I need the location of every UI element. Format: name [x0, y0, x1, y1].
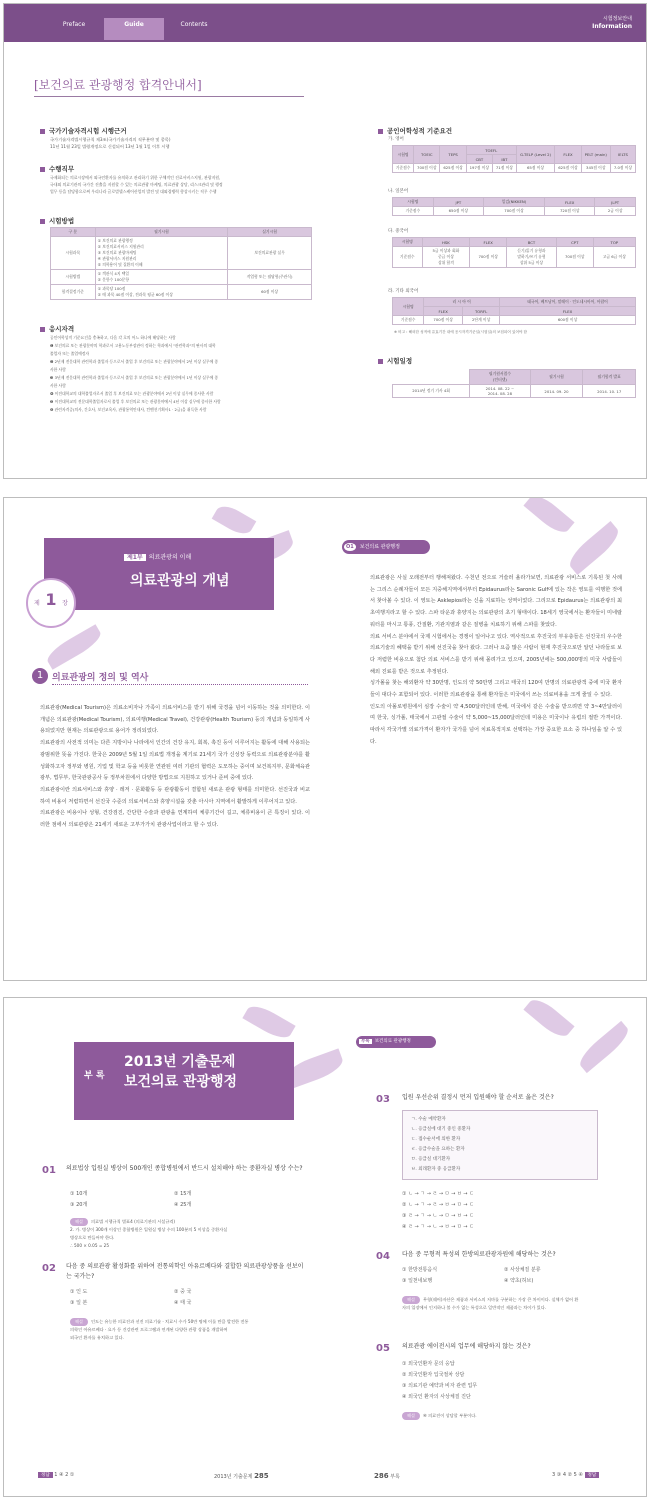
section-number: 1 [32, 668, 48, 684]
option[interactable]: ② 15개 [174, 1191, 192, 1197]
section-heading: 시험일정 [378, 356, 412, 365]
tab-preface[interactable]: Preface [62, 21, 86, 28]
leaf-decoration [565, 521, 624, 575]
section-underline [52, 684, 308, 685]
chinese-label: 다. 중국어 [388, 229, 409, 234]
chinese-score-table: 시험명 HSK FLEX BCT CPT TOP 기준점수 5급 이상과 회화 중급 이상 상위 합격 700점 이상 듣기/읽기 유형과 말하기/쓰기 유형 상위 5급 이상 700점 이상 고급 6급 이상 [392, 237, 636, 268]
leaf-decoration [242, 1001, 295, 1043]
choice-box: ㄱ. 수술 예약환자 ㄴ. 응급실에 대기 중인 중환자 ㄷ. 접수순서에 의한 환자 ㄹ. 응급수술을 요하는 환자 ㅁ. 응급실 대기환자 ㅂ. 외래환자 중 응급환자 [402, 1110, 598, 1180]
section-text: 국가기술자격법시행규칙 제3조(국가기술자격의 직무분야 및 종목) 11년 11월 23일 법령개정으로 신설되어 13년 1월 1일 이후 시행 [50, 137, 171, 149]
option[interactable]: ① ㄴ → ㄱ → ㄹ → ㅁ → ㅂ → ㄷ [402, 1191, 474, 1197]
section-title: 의료관광의 정의 및 역사 [52, 673, 149, 683]
question-number: 02 [42, 1263, 56, 1274]
section-text: 국제화되는 의료시장에서 외국인환자를 유치하고 관리하기 위한 구체적인 진료서비스지원, 관광지원, 국내외 의료기관의 국가간 진출을 지원할 수 있는 의료관광 마케팅, 의료관광 상담, 리스크관리 및 행정 업무 등을 담당함으로써 우리나라 글로벌헬스케어산업의 발전 및 대외경쟁력 향상시키는 직무 수행 [50, 175, 223, 194]
appendix-banner [74, 1042, 294, 1120]
option[interactable]: ④ 태 국 [174, 1300, 192, 1306]
chapter-page [3, 497, 647, 981]
footer-right: 286 부록 [374, 1472, 400, 1480]
body-text-right: 의료관광은 사실 오래전부터 행해져왔다. 수천년 전으로 거슬러 올라가보면, 의료관광 서비스로 기록된 첫 사례는 그리스 순례자들이 모든 지중해지역에서부터 Epidaurus라는 Saronic Gulf에 있는 작은 영토를 여행한 것에서 찾아볼 수 있다. 이 영토는 Asklepios라는 신을 지료하는 성역이었다. 그리므로 Epidaurus는 의료관광의 최초여행지라고 할 수 있다. 스파 타운과 휴양지는 의료관광의 초기 형태이다. 18세기 영국에서는 환자들이 미네랄워터를 마시고 통풍, 간질환, 기관지염과 같은 질병을 치료하기 위해 스파를 찾았다. 의료 서비스 분야에서 국제 시험에서는 경쟁이 일어나고 있다. 역사적으로 후진국의 부유층들은 선진국의 우수한 의료기술의 혜택을 받기 위해 선진국을 찾아 왔다. 그러나 요즘 많은 사람이 현재 후진국으로만 알던 나라들로 보다 저렴한 비용으로 첨단 의료 서비스를 받기 위해 몰려가고 있으며, 2005년에는 500,000명의 미국 사람들이 해외 진료를 받은 것으로 추정된다. 싱가폴을 찾는 해외환자 약 30만명, 인도의 약 50만명 그리고 태국의 120여 만명의 의료관광객 중에 미국 환자들이 대다수 포함되어 있다. 이러한 의료관광을 통해 환자들은 미국에서 쓰는 의료비용을 크게 줄일 수 있다. 인도의 아폴로병원에서 심장 수술이 약 4,500달러인데 반해, 미국에서 같은 수술을 받으려면 약 3~4만달러이며 한국, 싱가폴, 태국에서 고관절 수술이 약 5,000~15,000달러인데 미용은 미국이나 유럽의 절반 가격이다. 따라서 각국가별 의료가격이 환자가 국가를 넘어 치료목적지로 선택하는 가장 중요한 요소 중 하나임을 알 수 있다. [370, 575, 622, 745]
exam-method-table: 구 분 필기시험 실기시험 시험과목 ① 보건의료 관광행정 ② 보건의료서비스 지원관리 ③ 보건의료 관광마케팅 ④ 관광서비스 지원관리 ⑤ 의학용어 및 질환의 이해 보건의료관광 실무 시험방법 ① 객관식 4지 택일 ② 문항수 100문항 작업형 또는 필답형(주관식) 합격결정기준 ① 과목당 100점 ② 매 과목 40점 이상, 전과목 평균 60점 이상 60점 이상 [50, 227, 312, 300]
question-number: 01 [42, 1165, 56, 1176]
other-language-label: 라. 기타 외국어 [388, 289, 419, 294]
explanation: 해설 무형(쉐어)자산은 제품과 서비스의 저마를 구분하는 가장 큰 차이이다. 실체가 없어 환 자의 입장에서 인지하나 볼 수가 없는 특성으로 일반적인 제품과는 차이가 있다. [402, 1297, 579, 1310]
question-number: 05 [376, 1343, 390, 1354]
answer-key-left: 정답 1 ④ 2 ① [38, 1472, 74, 1478]
chapter-number-badge: 제 1 장 [26, 578, 76, 628]
option[interactable]: ④ 외국인 환자의 사상체질 진단 [402, 1394, 471, 1400]
body-text-left: 의료관광(Medical Tourism)은 의료소비자나 가족이 의료서비스를 받기 위해 국경을 넘어 이동하는 것을 의미한다. 이 개념은 의료관광(Medical Tourism), 의료여행(Medical Travel), 건강관광(Health Tourism) 등의 개념과 동일하게 사용되었지만 현재는 의료관광으로 용어가 정리되었다. 의료관광의 사전적 의미는 다른 지방이나 나라에서 인간의 건강 유지, 회복, 촉진 등이 이루어지는 활동에 대해 사용되는 광범위한 뜻을 가진다. 한국은 2009년 5월 1일 의료법 개정을 계기로 21세기 국가 신성장 동력으로 의료관광분야를 활성화하고자 정부와 병원, 기업 및 학교 등을 비롯한 연관된 여러 기관의 협력은 도모하는 중이며 보건복지부, 문화체육관광부, 법무부, 한국관광공사 등 정부차원에서 다양한 방법으로 지원하고 있거나 준비 중에 있다. 의료관광이란 의료서비스와 휴양 · 레저 · 문화활동 등 관광활동이 결합된 새로운 관광 형태를 의미한다. 선진국과 비교하여 비용이 저렴하면서 선진국 수준의 의료서비스와 휴양시설을 갖춘 아시아 지역에서 활발하게 이루어지고 있다. 의료관광은 비용이나 성형, 건강검진, 간단한 수술과 관광을 연계하여 체류기간이 길고, 체류비용이 큰 특징이 있다. 이러한 점에서 의료관광은 21세기 새로운 고부가가치 관광사업이라고 할 수 있다. [40, 705, 310, 829]
english-score-table: 시험명 TOEIC TEPS TOEFL G-TELP (Level 2) FLEX PELT (main) IELTS CBT IBT 기준점수 700점 이상 625점 이상 197점 이상 71점 이상 65점 이상 625점 이상 345점 이상 7.0점 이상 [392, 145, 636, 173]
option[interactable]: ① 10개 [70, 1191, 88, 1197]
leaf-decoration [523, 497, 574, 538]
appendix-title: 2013년 기출문제 보건의료 관광행정 [124, 1054, 238, 1090]
page-tab: O1 보건의료 관광행정 [342, 540, 430, 554]
leaf-decoration [575, 1021, 633, 1073]
option[interactable]: ④ ㄹ → ㄱ → ㄴ → ㅂ → ㅁ → ㄷ [402, 1224, 474, 1230]
question-text: 다음 중 무형적 특성의 한방의료관광자원에 해당하는 것은? [402, 1251, 556, 1258]
question-text: 입원 우선순위 결정시 먼저 입원해야 할 순서로 옳은 것은? [402, 1094, 554, 1101]
nav-tabs [44, 18, 224, 40]
option[interactable]: ④ 25개 [174, 1202, 192, 1208]
page-tab: 부록 보건의료 관광행정 [356, 1036, 436, 1048]
option[interactable]: ② 중 국 [174, 1289, 192, 1295]
leaf-decoration [44, 624, 105, 670]
page-title: [보건의료 관광행정 합격안내서] [34, 78, 202, 92]
option[interactable]: ② 사상체질 분류 [504, 1267, 541, 1273]
japanese-label: 나. 일본어 [388, 189, 409, 194]
tab-contents[interactable]: Contents [180, 21, 208, 28]
english-label: 가. 영어 [388, 137, 404, 142]
section-label: 시험정보안내 Information [592, 16, 632, 30]
section-heading: 수행직무 [40, 164, 74, 173]
tab-guide[interactable]: Guide [104, 18, 164, 40]
appendix-label: 부 록 [84, 1071, 105, 1081]
section-heading: 응시자격 [40, 324, 74, 333]
section-heading: 공인어학성적 기준요건 [378, 126, 452, 135]
explanation-badge: 해설 [70, 1318, 88, 1326]
section-text: 공인어학성적 기준요건을 충족하고, 다음 각 호의 어느 하나에 해당하는 사람 ❶ 보건의료 또는 관광분야의 학과로서 고용노동부장관이 정하는 학과에서 "관련학과"의 판사의 대학 졸업자 또는 졸업예정자 ❷ 2년제 전문대학 관련학과 졸업자 등으로서 졸업 후 보건의료 또는 관광분야에서 2년 이상 실무에 종 사한 사람 ❸ 3년제 전문대학 관련학과 졸업자 등으로서 졸업 후 보건의료 또는 관광분야에서 1년 이상 실무에 종 사한 사람 ❹ 이전대학교의 대학졸업자로서 졸업 후 보건의료 또는 관광분야에서 2년 이상 실무에 종사한 사람 ❺ 이전대학교의 전문대학졸업자로서 졸업 후 보건의료 또는 관광분야에서 4년 이상 실무에 종사한 사람 ❻ 관련자격증(의사, 간호사, 보건교육사, 관광통역안내사, 컨벤션기획사1 · 2급)을 취득한 사람 [50, 335, 221, 412]
chapter-part-label: 제1부 의료관광의 이해 [124, 552, 191, 561]
option[interactable]: ① 외국인환자 문의 응답 [402, 1361, 455, 1367]
japanese-score-table: 시험명 JPT 일검(NIKKEN) FLEX JLPT 기준점수 650점 이상 700점 이상 720점 이상 2급 이상 [392, 197, 636, 216]
leaf-decoration [523, 997, 574, 1042]
explanation: 해설 의료법 시행규칙 별표4 (의료기관의 시설규격) 2. 가. 병상이 300개 이상인 종합병원은 입원실 병상 수의 100분의 5 이상을 중환자실 병상으로 만들어야 한다. ∴ 500 × 0.05 = 25 [70, 1219, 228, 1248]
question-text: 다음 중 의료관광 활성화를 위하여 전통의학인 아유르베다와 결합한 의료관광상품을 선보이는 국가는? [66, 1263, 304, 1280]
leaf-decoration [212, 501, 257, 538]
question-text: 의료법상 입원실 병상이 500개인 종합병원에서 반드시 설치해야 하는 중환자실 병상 수는? [66, 1165, 303, 1172]
option[interactable]: ③ 일천네보행 [402, 1278, 433, 1284]
guide-page [3, 3, 647, 479]
question-text: 의료관광 에이전시의 업무에 해당하지 않는 것은? [402, 1343, 531, 1350]
explanation-badge: 해설 [402, 1412, 420, 1420]
explanation: 해설 인도는 유능한 의료진과 선진 의료기술 · 치료시 수가 50만 명에 이를 만큼 발전한 전통 의학인 아유르베다 · 요가 등 건강관련 프로그램과 연계된 다양한 관광 상품을 개발하여 외국인 환자를 유치하고 있다. [70, 1319, 249, 1340]
chapter-banner [44, 538, 274, 610]
option[interactable]: ② 외국인환자 입국절차 상담 [402, 1372, 465, 1378]
schedule-table: 필기원서접수 (인터넷) 필기시험 필기합격 발표 2014년 정기 기사 4회 2014. 08. 22 ~ 2014. 08. 28 2014. 09. 20 2014. 10. 17 [392, 369, 636, 398]
option[interactable]: ④ 약초(허브) [504, 1278, 534, 1284]
appendix-page [3, 997, 647, 1497]
option[interactable]: ③ 일 본 [70, 1300, 88, 1306]
title-divider [34, 96, 304, 97]
explanation-badge: 해설 [70, 1218, 88, 1226]
other-language-table: 시험명 러 시 아 어 태국어, 베트남어, 말레이 · 인도네시아어, 아랍어 FLEX TORFL FLEX 기준점수 700점 이상 2단계 이상 600점 이상 [392, 297, 636, 325]
question-number: 04 [376, 1251, 390, 1262]
answer-key-right: 3 ③ 4 ② 5 ④ 정답 [552, 1472, 599, 1478]
option[interactable]: ① 인 도 [70, 1289, 88, 1295]
chapter-title: 의료관광의 개념 [130, 573, 230, 589]
option[interactable]: ③ 20개 [70, 1202, 88, 1208]
section-heading: 국가기술자격시험 시행근거 [40, 126, 127, 135]
option[interactable]: ③ 의료기관 예약과 비자 관련 업무 [402, 1383, 478, 1389]
option[interactable]: ① 한방전통음식 [402, 1267, 438, 1273]
top-nav-bar [4, 4, 646, 42]
question-number: 03 [376, 1094, 390, 1105]
option[interactable]: ② ㄴ → ㄱ → ㄹ → ㅂ → ㅁ → ㄷ [402, 1202, 474, 1208]
footer-left: 2013년 기출문제 285 [214, 1472, 269, 1480]
section-heading: 시험방법 [40, 216, 74, 225]
option[interactable]: ③ ㄹ → ㄱ → ㄴ → ㅁ → ㅂ → ㄷ [402, 1213, 474, 1219]
table-note: ※ 비고 : 해외한 성적에 유효기간 내에 응시자격기준일(시험일)의 보험되어 있어야 함 [394, 330, 528, 334]
explanation: 해설 ④ 의료진이 상담할 부분이다. [402, 1412, 632, 1420]
explanation-badge: 해설 [402, 1296, 420, 1304]
